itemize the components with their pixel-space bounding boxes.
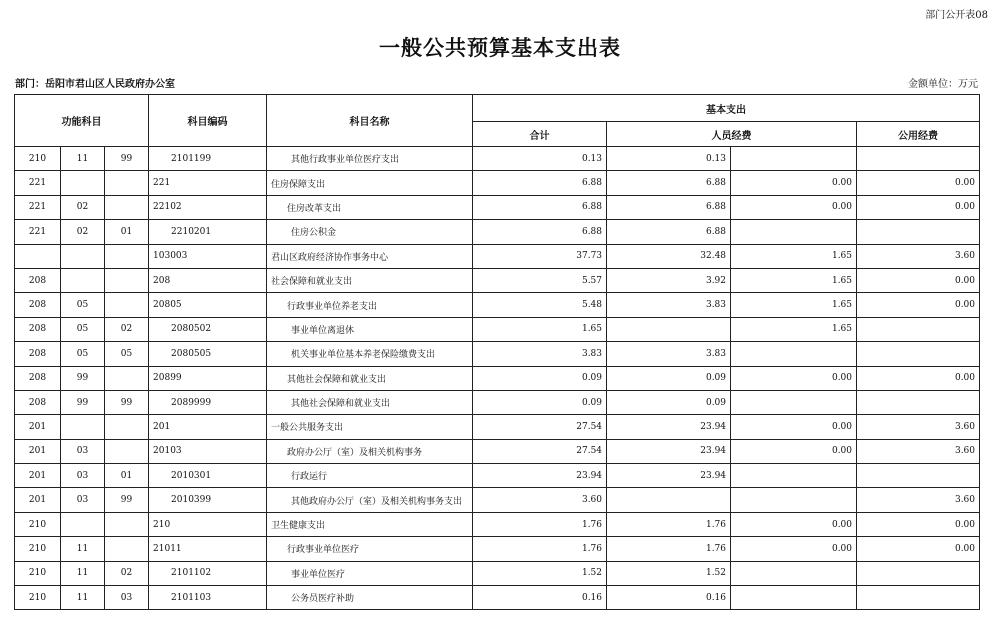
func-class-cell: 210 (15, 512, 61, 536)
amount-unit-label: 金额单位：万元 (908, 79, 978, 90)
func-class-cell: 208 (15, 342, 61, 366)
public-cost-col-b-cell: 0.00 (857, 195, 980, 219)
public-cost-col-a-cell: 0.00 (731, 439, 857, 463)
total-cell: 1.52 (473, 561, 607, 585)
budget-table (14, 94, 980, 610)
public-cost-col-a-cell: 0.00 (731, 366, 857, 390)
func-class-cell: 201 (15, 488, 61, 512)
table-row (15, 488, 980, 512)
func-section-cell: 05 (61, 293, 105, 317)
personnel-cost-cell: 0.09 (607, 390, 731, 414)
personnel-cost-cell: 0.16 (607, 586, 731, 610)
public-cost-col-b-cell: 0.00 (857, 512, 980, 536)
public-cost-col-a-cell: 1.65 (731, 293, 857, 317)
subject-code-cell: 2010399 (149, 488, 267, 512)
public-cost-col-a-cell (731, 390, 857, 414)
func-section-cell: 03 (61, 464, 105, 488)
public-cost-col-a-cell (731, 586, 857, 610)
public-cost-col-b-cell (857, 147, 980, 171)
subject-code-cell: 21011 (149, 537, 267, 561)
subject-name-cell: 其他政府办公厅（室）及相关机构事务支出 (267, 488, 473, 512)
func-item-cell (105, 366, 149, 390)
func-item-cell (105, 439, 149, 463)
func-item-cell (105, 537, 149, 561)
table-row (15, 537, 980, 561)
func-item-cell (105, 293, 149, 317)
total-cell: 27.54 (473, 415, 607, 439)
public-cost-col-a-cell (731, 561, 857, 585)
func-section-cell: 02 (61, 220, 105, 244)
public-cost-col-b-cell (857, 220, 980, 244)
subject-name-cell: 一般公共服务支出 (267, 415, 473, 439)
func-class-cell: 201 (15, 439, 61, 463)
func-class-cell: 201 (15, 415, 61, 439)
func-class-cell: 201 (15, 464, 61, 488)
personnel-cost-cell: 23.94 (607, 439, 731, 463)
table-row (15, 268, 980, 292)
func-class-cell: 221 (15, 220, 61, 244)
subject-code-cell: 208 (149, 268, 267, 292)
table-body (15, 147, 980, 610)
subject-code-cell: 22102 (149, 195, 267, 219)
subject-name-cell: 住房公积金 (267, 220, 473, 244)
personnel-cost-cell: 3.83 (607, 342, 731, 366)
personnel-cost-cell (607, 317, 731, 341)
public-cost-col-a-cell: 1.65 (731, 317, 857, 341)
header-subject-code: 科目编码 (149, 95, 267, 147)
personnel-cost-cell: 23.94 (607, 415, 731, 439)
func-class-cell: 210 (15, 147, 61, 171)
subject-name-cell: 公务员医疗补助 (267, 586, 473, 610)
func-class-cell: 210 (15, 586, 61, 610)
personnel-cost-cell: 0.09 (607, 366, 731, 390)
subject-name-cell: 其他行政事业单位医疗支出 (267, 147, 473, 171)
subject-name-cell: 事业单位离退休 (267, 317, 473, 341)
form-number: 部门公开表08 (925, 10, 988, 21)
func-item-cell: 99 (105, 488, 149, 512)
public-cost-col-a-cell: 0.00 (731, 171, 857, 195)
table-row (15, 293, 980, 317)
func-section-cell (61, 244, 105, 268)
subject-code-cell: 2101199 (149, 147, 267, 171)
subject-name-cell: 其他社会保障和就业支出 (267, 366, 473, 390)
func-section-cell (61, 171, 105, 195)
public-cost-col-b-cell (857, 586, 980, 610)
total-cell: 0.16 (473, 586, 607, 610)
public-cost-col-b-cell: 0.00 (857, 366, 980, 390)
personnel-cost-cell: 32.48 (607, 244, 731, 268)
subject-code-cell: 2101103 (149, 586, 267, 610)
subject-name-cell: 卫生健康支出 (267, 512, 473, 536)
subject-name-cell: 社会保障和就业支出 (267, 268, 473, 292)
subject-name-cell: 机关事业单位基本养老保险缴费支出 (267, 342, 473, 366)
total-cell: 5.57 (473, 268, 607, 292)
total-cell: 3.83 (473, 342, 607, 366)
total-cell: 0.09 (473, 390, 607, 414)
func-item-cell: 99 (105, 390, 149, 414)
subject-code-cell: 20103 (149, 439, 267, 463)
subject-code-cell: 2010301 (149, 464, 267, 488)
total-cell: 5.48 (473, 293, 607, 317)
subject-code-cell: 20805 (149, 293, 267, 317)
func-class-cell: 221 (15, 171, 61, 195)
header-public-cost: 公用经费 (857, 122, 980, 147)
table-row (15, 147, 980, 171)
total-cell: 23.94 (473, 464, 607, 488)
func-item-cell (105, 512, 149, 536)
total-cell: 1.65 (473, 317, 607, 341)
func-class-cell: 208 (15, 317, 61, 341)
func-class-cell: 208 (15, 390, 61, 414)
table-row (15, 439, 980, 463)
table-row (15, 220, 980, 244)
subject-code-cell: 221 (149, 171, 267, 195)
public-cost-col-b-cell (857, 342, 980, 366)
public-cost-col-b-cell (857, 464, 980, 488)
public-cost-col-b-cell (857, 561, 980, 585)
header-basic-expenditure: 基本支出 (473, 95, 980, 122)
public-cost-col-a-cell (731, 342, 857, 366)
total-cell: 27.54 (473, 439, 607, 463)
personnel-cost-cell: 6.88 (607, 195, 731, 219)
public-cost-col-a-cell: 0.00 (731, 195, 857, 219)
func-class-cell: 208 (15, 268, 61, 292)
func-section-cell: 05 (61, 342, 105, 366)
public-cost-col-a-cell (731, 220, 857, 244)
func-class-cell: 210 (15, 537, 61, 561)
func-item-cell (105, 195, 149, 219)
public-cost-col-a-cell: 0.00 (731, 512, 857, 536)
subject-code-cell: 2210201 (149, 220, 267, 244)
func-class-cell: 221 (15, 195, 61, 219)
func-item-cell: 02 (105, 317, 149, 341)
personnel-cost-cell: 1.76 (607, 512, 731, 536)
public-cost-col-a-cell (731, 464, 857, 488)
header-subject-name: 科目名称 (267, 95, 473, 147)
subject-code-cell: 2080505 (149, 342, 267, 366)
personnel-cost-cell: 23.94 (607, 464, 731, 488)
func-class-cell: 210 (15, 561, 61, 585)
func-section-cell: 99 (61, 366, 105, 390)
table-row (15, 390, 980, 414)
subject-name-cell: 其他社会保障和就业支出 (267, 390, 473, 414)
public-cost-col-b-cell: 0.00 (857, 537, 980, 561)
public-cost-col-b-cell: 3.60 (857, 488, 980, 512)
public-cost-col-a-cell: 1.65 (731, 268, 857, 292)
func-item-cell: 99 (105, 147, 149, 171)
total-cell: 1.76 (473, 512, 607, 536)
subject-name-cell: 行政事业单位养老支出 (267, 293, 473, 317)
func-section-cell (61, 415, 105, 439)
func-item-cell (105, 171, 149, 195)
public-cost-col-a-cell (731, 147, 857, 171)
subject-code-cell: 20899 (149, 366, 267, 390)
subject-code-cell: 2089999 (149, 390, 267, 414)
subject-code-cell: 2080502 (149, 317, 267, 341)
public-cost-col-b-cell: 0.00 (857, 293, 980, 317)
table-row (15, 366, 980, 390)
subject-code-cell: 210 (149, 512, 267, 536)
table-row (15, 561, 980, 585)
subject-code-cell: 201 (149, 415, 267, 439)
public-cost-col-b-cell: 3.60 (857, 439, 980, 463)
table-row (15, 512, 980, 536)
total-cell: 6.88 (473, 220, 607, 244)
table-row (15, 171, 980, 195)
func-item-cell (105, 268, 149, 292)
func-item-cell (105, 415, 149, 439)
public-cost-col-a-cell: 0.00 (731, 537, 857, 561)
table-row (15, 244, 980, 268)
func-item-cell: 02 (105, 561, 149, 585)
personnel-cost-cell: 6.88 (607, 171, 731, 195)
func-class-cell: 208 (15, 293, 61, 317)
total-cell: 3.60 (473, 488, 607, 512)
subject-name-cell: 住房保障支出 (267, 171, 473, 195)
func-item-cell: 01 (105, 464, 149, 488)
subject-name-cell: 行政事业单位医疗 (267, 537, 473, 561)
total-cell: 0.09 (473, 366, 607, 390)
func-section-cell (61, 268, 105, 292)
func-class-cell: 208 (15, 366, 61, 390)
personnel-cost-cell: 3.83 (607, 293, 731, 317)
table-row (15, 586, 980, 610)
table-row (15, 342, 980, 366)
func-section-cell: 99 (61, 390, 105, 414)
func-section-cell: 03 (61, 439, 105, 463)
total-cell: 37.73 (473, 244, 607, 268)
func-class-cell (15, 244, 61, 268)
table-row (15, 317, 980, 341)
personnel-cost-cell (607, 488, 731, 512)
total-cell: 6.88 (473, 171, 607, 195)
public-cost-col-b-cell (857, 390, 980, 414)
public-cost-col-b-cell: 3.60 (857, 415, 980, 439)
public-cost-col-a-cell: 0.00 (731, 415, 857, 439)
personnel-cost-cell: 1.52 (607, 561, 731, 585)
personnel-cost-cell: 6.88 (607, 220, 731, 244)
personnel-cost-cell: 0.13 (607, 147, 731, 171)
func-section-cell: 11 (61, 537, 105, 561)
func-section-cell: 05 (61, 317, 105, 341)
total-cell: 6.88 (473, 195, 607, 219)
subject-code-cell: 103003 (149, 244, 267, 268)
department-label: 部门：岳阳市君山区人民政府办公室 (15, 79, 175, 90)
personnel-cost-cell: 1.76 (607, 537, 731, 561)
public-cost-col-b-cell: 3.60 (857, 244, 980, 268)
func-item-cell: 03 (105, 586, 149, 610)
func-section-cell: 02 (61, 195, 105, 219)
subject-name-cell: 行政运行 (267, 464, 473, 488)
public-cost-col-b-cell: 0.00 (857, 171, 980, 195)
func-section-cell (61, 512, 105, 536)
public-cost-col-b-cell (857, 317, 980, 341)
func-section-cell: 11 (61, 561, 105, 585)
personnel-cost-cell: 3.92 (607, 268, 731, 292)
func-section-cell: 11 (61, 586, 105, 610)
func-section-cell: 03 (61, 488, 105, 512)
func-item-cell: 05 (105, 342, 149, 366)
header-personnel-cost: 人员经费 (607, 122, 857, 147)
func-section-cell: 11 (61, 147, 105, 171)
subject-code-cell: 2101102 (149, 561, 267, 585)
table-row (15, 415, 980, 439)
table-row (15, 464, 980, 488)
header-function-subject: 功能科目 (15, 95, 149, 147)
func-item-cell (105, 244, 149, 268)
subject-name-cell: 君山区政府经济协作事务中心 (267, 244, 473, 268)
func-item-cell: 01 (105, 220, 149, 244)
public-cost-col-b-cell: 0.00 (857, 268, 980, 292)
page-title: 一般公共预算基本支出表 (379, 36, 621, 60)
public-cost-col-a-cell: 1.65 (731, 244, 857, 268)
subject-name-cell: 政府办公厅（室）及相关机构事务 (267, 439, 473, 463)
public-cost-col-a-cell (731, 488, 857, 512)
table-row (15, 195, 980, 219)
subject-name-cell: 事业单位医疗 (267, 561, 473, 585)
subject-name-cell: 住房改革支出 (267, 195, 473, 219)
total-cell: 0.13 (473, 147, 607, 171)
total-cell: 1.76 (473, 537, 607, 561)
header-total: 合计 (473, 122, 607, 147)
